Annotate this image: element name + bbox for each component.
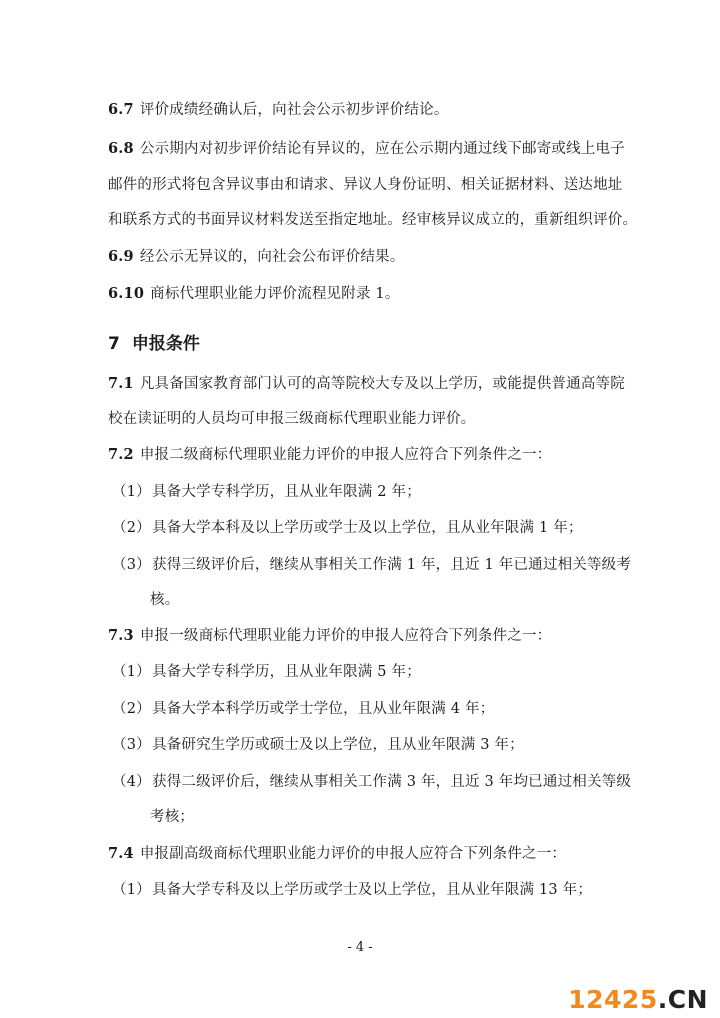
clause-7-2 [108, 445, 551, 465]
clause-number: 7.2 [108, 446, 134, 463]
list-item-continuation [150, 807, 194, 827]
clause-text: 公示期内对初步评价结论有异议的，应在公示期内通过线下邮寄或线上电子 [139, 141, 625, 157]
clause-number: 6.10 [108, 285, 145, 302]
section-title: 申报条件 [131, 334, 200, 354]
paragraph-6-10 [108, 284, 400, 304]
list-item [112, 662, 421, 682]
clause-number: 7.1 [108, 375, 134, 392]
paragraph-6-9 [108, 247, 404, 267]
list-item [112, 772, 631, 792]
clause-number: 7.4 [108, 845, 134, 862]
list-item [112, 735, 524, 755]
list-marker: （4） [112, 774, 151, 790]
clause-text: 申报副高级商标代理职业能力评价的申报人应符合下列条件之一： [139, 846, 567, 862]
clause-7-4 [108, 844, 566, 864]
clause-text: 评价成绩经确认后，向社会公示初步评价结论。 [139, 102, 449, 118]
paragraph-6-7 [108, 100, 449, 120]
list-item-continuation [150, 590, 179, 610]
paragraph-6-8 [108, 139, 625, 159]
clause-text: 经公示无异议的，向社会公布评价结果。 [139, 249, 405, 265]
list-item-text: 考核； [150, 809, 195, 825]
list-item [112, 518, 583, 538]
list-item [112, 555, 631, 575]
section-number: 7 [108, 334, 120, 354]
list-marker: （2） [112, 701, 151, 717]
list-marker: （3） [112, 557, 151, 573]
clause-text: 商标代理职业能力评价流程见附录 1。 [150, 286, 400, 302]
clause-number: 6.9 [108, 248, 134, 265]
paragraph-6-8-line-3 [108, 210, 637, 230]
list-marker: （2） [112, 520, 151, 536]
list-item-text: 具备大学专科学历，且从业年限满 2 年； [152, 484, 421, 500]
list-item-text: 获得三级评价后，继续从事相关工作满 1 年，且近 1 年已通过相关等级考 [152, 557, 632, 573]
clause-7-1 [108, 374, 625, 394]
list-item-text: 具备大学本科学历或学士学位，且从业年限满 4 年； [152, 701, 495, 717]
clause-7-1-line-2 [108, 409, 476, 429]
site-watermark [568, 985, 708, 1014]
list-marker: （3） [112, 737, 151, 753]
list-marker: （1） [112, 882, 151, 898]
clause-text: 校在读证明的人员均可申报三级商标代理职业能力评价。 [108, 411, 476, 427]
clause-text: 申报一级商标代理职业能力评价的申报人应符合下列条件之一： [139, 628, 552, 644]
list-item-text: 具备大学本科及以上学历或学士及以上学位，且从业年限满 1 年； [152, 520, 583, 536]
list-item [112, 699, 494, 719]
clause-7-3 [108, 626, 551, 646]
list-item [112, 482, 421, 502]
list-item-text: 核。 [150, 592, 180, 608]
clause-text: 和联系方式的书面异议材料发送至指定地址。经审核异议成立的，重新组织评价。 [108, 212, 638, 228]
clause-text: 申报二级商标代理职业能力评价的申报人应符合下列条件之一： [139, 447, 552, 463]
clause-number: 7.3 [108, 627, 134, 644]
clause-text: 凡具备国家教育部门认可的高等院校大专及以上学历，或能提供普通高等院 [139, 376, 625, 392]
list-item-text: 具备大学专科及以上学历或学士及以上学位，且从业年限满 13 年； [152, 882, 593, 898]
list-item-text: 具备研究生学历或硕士及以上学位，且从业年限满 3 年； [152, 737, 524, 753]
watermark-number: 12425 [568, 985, 658, 1014]
clause-number: 6.8 [108, 140, 134, 157]
page-number: - 4 - [347, 940, 373, 955]
watermark-domain: .CN [657, 985, 708, 1014]
list-marker: （1） [112, 664, 151, 680]
section-heading [108, 333, 200, 355]
clause-number: 6.7 [108, 101, 134, 118]
list-marker: （1） [112, 484, 151, 500]
paragraph-6-8-line-2 [108, 175, 623, 195]
clause-text: 邮件的形式将包含异议事由和请求、异议人身份证明、相关证据材料、送达地址 [108, 177, 623, 193]
list-item [112, 880, 592, 900]
list-item-text: 具备大学专科学历，且从业年限满 5 年； [152, 664, 421, 680]
list-item-text: 获得二级评价后，继续从事相关工作满 3 年，且近 3 年均已通过相关等级 [152, 774, 632, 790]
